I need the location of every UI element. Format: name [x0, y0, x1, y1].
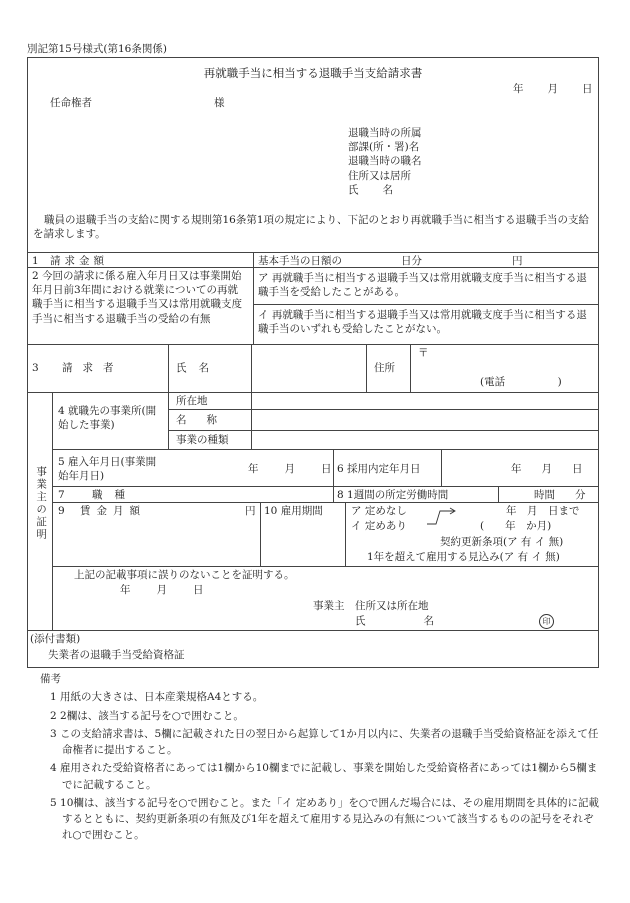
attachments-item: 失業者の退職手当受給資格証	[48, 649, 185, 661]
row1-yen: 円	[512, 255, 523, 267]
item10-renewal: 契約更新条項(ア 有 イ 無)	[440, 536, 564, 548]
form-number: 別記第15号様式(第16条関係)	[27, 43, 167, 55]
certify-text: 上記の記載事項に誤りのないことを証明する。	[74, 569, 295, 581]
sama-label: 様	[214, 97, 225, 109]
row2-option-i: イ 再就職手当に相当する退職手当又は常用就職支度手当に相当する退職手当のいずれも受給したことがない。	[258, 309, 587, 336]
certify-date: 年 月 日	[120, 584, 204, 596]
field-position: 退職当時の職名	[348, 155, 422, 168]
row3-phone: (電話 )	[480, 376, 562, 388]
row1-label: 1 請求金額	[32, 255, 109, 267]
row3-label: 3 請求者	[32, 362, 124, 374]
row1-days: 日分	[401, 255, 422, 267]
attachments-heading: (添付書類)	[30, 633, 81, 645]
applicant-fields	[348, 126, 430, 197]
item10-over-year: 1年を超えて雇用する見込み(ア 有 イ 無)	[367, 551, 560, 563]
row3-address: 住所	[374, 362, 395, 374]
item6-date: 年 月 日	[511, 463, 583, 475]
item10-option-i: イ 定めあり	[351, 520, 407, 532]
arrow-icon	[426, 507, 456, 527]
item10-until: 年 月 日まで	[506, 505, 580, 517]
item7-label: 7 職種	[58, 489, 138, 501]
field-department: 部課(所・署)名	[348, 141, 420, 154]
item10-label: 10 雇用期間	[264, 505, 323, 517]
employer-vertical-label: 事業主の証明	[35, 466, 48, 541]
request-date: 年 月 日	[513, 83, 593, 95]
row3-name: 氏名	[176, 362, 221, 374]
claim-form	[27, 57, 599, 668]
item6-label: 6 採用内定年月日	[337, 463, 421, 475]
item4-business-type: 事業の種類	[176, 434, 229, 446]
item10-option-a: ア 定めなし	[351, 505, 407, 517]
note-item: 1 用紙の大きさは、日本産業規格A4とする。	[50, 691, 264, 704]
employer-name: 氏名	[355, 615, 492, 627]
item4-name: 名称	[176, 414, 237, 426]
field-name: 氏名	[348, 183, 417, 196]
employer-address: 住所又は所在地	[355, 600, 429, 612]
row2-option-a: ア 再就職手当に相当する退職手当又は常用就職支度手当に相当する退職手当を受給したことがある。	[258, 272, 587, 299]
item8-label: 8 1週間の所定労働時間	[337, 489, 449, 501]
notes-heading: 備考	[40, 673, 61, 685]
form-title: 再就職手当に相当する退職手当支給請求書	[203, 66, 423, 80]
note-item: 5 10欄は、該当する記号を○で囲むこと。また「イ 定めあり」を○で囲んだ場合には、その雇用期間を具体的に記載するとともに、契約更新条項の有無及び1年を超えて雇用する見込みの有無について該当するものの記号をそれぞれ○で囲むこと。	[50, 796, 600, 842]
employer-label: 事業主	[313, 600, 345, 612]
item9-yen: 円	[245, 505, 256, 517]
row3-postal: 〒	[418, 347, 429, 359]
note-item: 3 この支給請求書は、5欄に記載された日の翌日から起算して1か月以内に、失業者の退職手当受給資格証を添えて任命権者に提出すること。	[50, 727, 599, 757]
item10-months: ( 年 か月)	[480, 520, 552, 532]
row2-label: 2 今回の請求に係る雇入年月日又は事業開始年月日前3年間における就業についての再就職手当に相当する退職手当又は常用就職支度手当に相当する退職手当の受給の有無	[32, 270, 242, 325]
item9-label: 9 賃金月額	[58, 505, 147, 517]
item4-label: 4 就職先の事業所(開始した事業)	[58, 405, 157, 432]
field-address: 住所又は居所	[348, 169, 411, 182]
appointer-label: 任命権者	[50, 97, 92, 109]
item8-hours: 時間 分	[534, 489, 586, 501]
item5-date: 年 月 日	[248, 463, 332, 475]
item5-label: 5 雇入年月日(事業開始年月日)	[58, 456, 157, 483]
request-text: 職員の退職手当の支給に関する規則第16条第1項の規定により、下記のとおり再就職手当に相当する退職手当の支給を請求します。	[33, 214, 590, 241]
note-item: 2 2欄は、該当する記号を○で囲むこと。	[50, 709, 244, 722]
row1-basic: 基本手当の日額の	[258, 255, 342, 267]
field-affiliation: 退職当時の所属	[348, 127, 422, 139]
item4-location: 所在地	[176, 395, 208, 407]
note-item: 4 雇用された受給資格者にあっては1欄から10欄までに記載し、事業を開始した受給資格者にあっては1欄から5欄までに記載すること。	[50, 762, 598, 791]
seal-icon: 印	[539, 614, 554, 629]
notes	[30, 671, 602, 844]
